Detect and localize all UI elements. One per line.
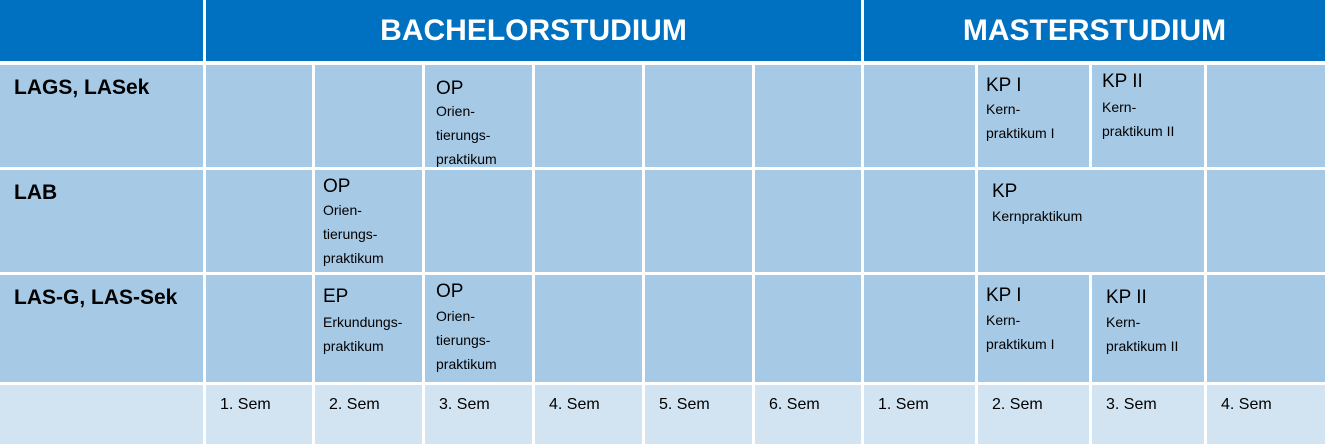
row-label-lags-lasek: LAGS, LASek bbox=[0, 65, 203, 167]
grid-cell bbox=[1207, 65, 1325, 167]
cell-las-kp2 bbox=[1092, 275, 1204, 382]
grid-cell bbox=[206, 275, 312, 382]
semester-label: 4. Sem bbox=[535, 385, 642, 444]
grid-cell bbox=[645, 65, 752, 167]
practicum-description: Kern- praktikum I bbox=[986, 101, 1055, 141]
semester-label: 2. Sem bbox=[978, 385, 1089, 444]
practicum-code: KP II bbox=[1106, 287, 1147, 308]
semester-label: 1. Sem bbox=[206, 385, 312, 444]
practicum-description: Kern- praktikum II bbox=[1106, 314, 1179, 354]
grid-cell bbox=[1207, 275, 1325, 382]
semester-label: 6. Sem bbox=[755, 385, 861, 444]
practicum-description: Erkundungs- praktikum bbox=[323, 314, 403, 354]
grid-cell bbox=[206, 170, 312, 272]
practicum-code: KP I bbox=[986, 75, 1022, 96]
grid-cell bbox=[864, 170, 975, 272]
cell-las-kp1 bbox=[978, 275, 1089, 382]
cell-lags-kp1 bbox=[978, 65, 1089, 167]
grid-cell bbox=[645, 170, 752, 272]
grid-cell bbox=[645, 275, 752, 382]
grid-cell bbox=[206, 65, 312, 167]
cell-las-ep bbox=[315, 275, 422, 382]
semester-label: 2. Sem bbox=[315, 385, 422, 444]
footer-corner bbox=[0, 385, 203, 444]
grid-cell bbox=[864, 65, 975, 167]
grid-cell bbox=[425, 170, 532, 272]
grid-cell bbox=[755, 275, 861, 382]
grid-cell bbox=[315, 65, 422, 167]
header-master: MASTERSTUDIUM bbox=[864, 0, 1325, 61]
header-bachelor: BACHELORSTUDIUM bbox=[206, 0, 861, 61]
practicum-description: Kern- praktikum I bbox=[986, 312, 1055, 352]
semester-label: 1. Sem bbox=[864, 385, 975, 444]
practicum-code: OP bbox=[323, 176, 351, 197]
grid-cell bbox=[535, 275, 642, 382]
cell-lags-kp2 bbox=[1092, 65, 1204, 167]
practicum-code: KP bbox=[992, 181, 1018, 202]
cell-las-op bbox=[425, 275, 532, 382]
semester-label: 4. Sem bbox=[1207, 385, 1325, 444]
practicum-description: Orien- tierungs- praktikum bbox=[323, 202, 384, 266]
row-label-lab: LAB bbox=[0, 170, 203, 272]
grid-cell bbox=[535, 65, 642, 167]
practicum-code: OP bbox=[436, 78, 464, 99]
grid-cell bbox=[755, 65, 861, 167]
semester-label: 5. Sem bbox=[645, 385, 752, 444]
practicum-code: OP bbox=[436, 281, 464, 302]
grid-cell bbox=[535, 170, 642, 272]
practicum-description: Kernpraktikum bbox=[992, 208, 1083, 224]
cell-lab-op bbox=[315, 170, 422, 272]
grid-cell bbox=[755, 170, 861, 272]
grid-cell bbox=[1207, 170, 1325, 272]
practicum-code: KP I bbox=[986, 285, 1022, 306]
practicum-code: EP bbox=[323, 286, 349, 307]
practicum-description: Orien- tierungs- praktikum bbox=[436, 103, 497, 167]
semester-label: 3. Sem bbox=[425, 385, 532, 444]
row-label-las-g-las-sek: LAS-G, LAS-Sek bbox=[0, 275, 203, 382]
practicum-description: Kern- praktikum II bbox=[1102, 99, 1175, 139]
grid-cell bbox=[864, 275, 975, 382]
practicum-code: KP II bbox=[1102, 71, 1143, 92]
cell-lags-op bbox=[425, 65, 532, 167]
header-corner bbox=[0, 0, 203, 61]
semester-label: 3. Sem bbox=[1092, 385, 1204, 444]
practicum-description: Orien- tierungs- praktikum bbox=[436, 308, 497, 372]
cell-lab-kp bbox=[978, 170, 1204, 272]
